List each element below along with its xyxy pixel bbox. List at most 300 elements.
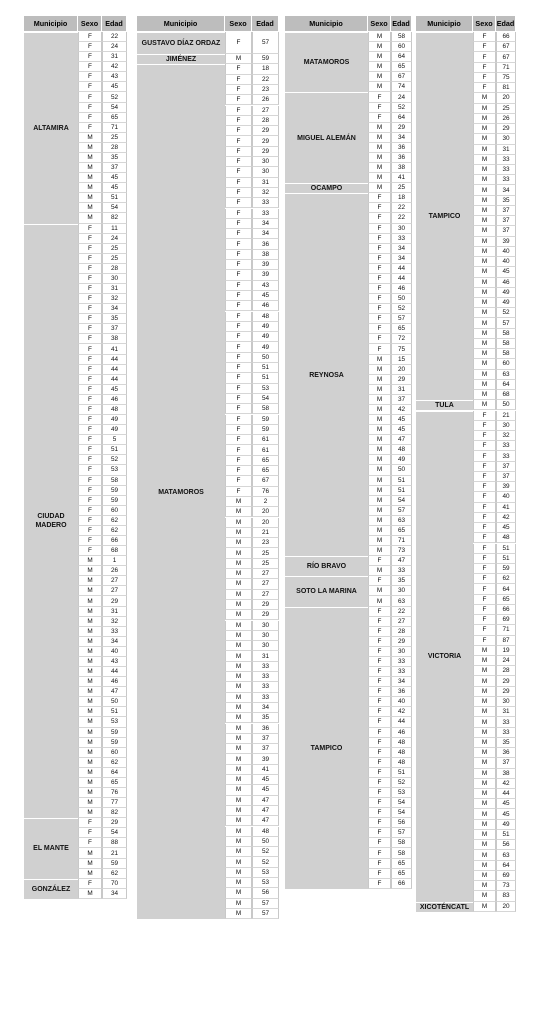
edad-cell: 57 — [391, 314, 412, 324]
sexo-cell: F — [225, 415, 252, 425]
edad-cell: 59 — [102, 859, 127, 869]
edad-cell: 37 — [391, 395, 412, 405]
edad-cell: 48 — [496, 533, 516, 543]
sexo-cell: M — [78, 193, 102, 203]
edad-cell: 39 — [496, 237, 516, 247]
sexo-cell: F — [368, 687, 391, 697]
sexo-cell: F — [78, 455, 102, 465]
edad-cell: 43 — [102, 657, 127, 667]
edad-cell: 67 — [496, 42, 516, 52]
edad-cell: 37 — [496, 216, 516, 226]
edad-cell: 30 — [252, 621, 279, 631]
edad-cell: 44 — [102, 375, 127, 385]
edad-cell: 23 — [252, 538, 279, 548]
edad-cell: 27 — [252, 579, 279, 589]
sexo-cell: M — [473, 359, 496, 369]
sexo-cell: F — [78, 405, 102, 415]
edad-cell: 49 — [252, 322, 279, 332]
edad-cell: 33 — [252, 198, 279, 208]
sexo-cell: F — [78, 506, 102, 516]
sexo-cell: F — [368, 707, 391, 717]
edad-cell: 43 — [252, 281, 279, 291]
sexo-cell: M — [225, 507, 252, 517]
edad-cell: 63 — [391, 596, 412, 606]
sexo-cell: F — [225, 332, 252, 342]
sexo-cell: F — [78, 314, 102, 324]
edad-cell: 69 — [496, 615, 516, 625]
sexo-cell: F — [78, 536, 102, 546]
sexo-cell: F — [473, 564, 496, 574]
edad-cell: 76 — [102, 788, 127, 798]
sexo-cell: F — [78, 385, 102, 395]
sexo-cell: F — [368, 193, 391, 203]
edad-cell: 42 — [391, 707, 412, 717]
sexo-cell: M — [225, 651, 252, 661]
sexo-cell: M — [473, 267, 496, 277]
sexo-cell: F — [368, 576, 391, 586]
edad-cell: 34 — [252, 703, 279, 713]
edad-cell: 49 — [252, 342, 279, 352]
header-municipio: Municipio — [24, 16, 78, 31]
sexo-cell: F — [368, 748, 391, 758]
edad-cell: 60 — [102, 748, 127, 758]
sexo-cell: M — [473, 380, 496, 390]
sexo-cell: F — [225, 476, 252, 486]
sexo-cell: M — [225, 775, 252, 785]
edad-cell: 47 — [252, 816, 279, 826]
edad-cell: 75 — [496, 73, 516, 83]
edad-cell: 45 — [102, 183, 127, 193]
municipio-group: TAMPICO — [285, 607, 368, 889]
edad-cell: 41 — [102, 344, 127, 354]
edad-cell: 25 — [496, 104, 516, 114]
edad-cell: 37 — [252, 734, 279, 744]
sexo-cell: F — [368, 274, 391, 284]
sexo-cell: F — [225, 167, 252, 177]
municipio-group: OCAMPO — [285, 183, 368, 193]
sexo-cell: M — [473, 687, 496, 697]
sexo-cell: M — [225, 847, 252, 857]
header-sexo: Sexo — [473, 16, 496, 31]
sexo-cell: F — [78, 52, 102, 62]
sexo-cell: F — [78, 92, 102, 102]
edad-cell: 47 — [102, 687, 127, 697]
sexo-cell: M — [473, 114, 496, 124]
sexo-cell: F — [368, 113, 391, 123]
edad-cell: 53 — [102, 717, 127, 727]
edad-cell: 24 — [496, 656, 516, 666]
sexo-cell: F — [368, 294, 391, 304]
edad-cell: 34 — [252, 219, 279, 229]
sexo-cell: F — [225, 322, 252, 332]
edad-cell: 65 — [252, 456, 279, 466]
sexo-cell: F — [78, 224, 102, 234]
edad-cell: 45 — [496, 523, 516, 533]
sexo-cell: F — [368, 324, 391, 334]
sexo-cell: F — [368, 556, 391, 566]
edad-cell: 52 — [391, 103, 412, 113]
edad-cell: 53 — [252, 384, 279, 394]
edad-cell: 46 — [391, 728, 412, 738]
edad-cell: 20 — [252, 518, 279, 528]
sexo-cell: M — [78, 607, 102, 617]
sexo-cell: M — [368, 133, 391, 143]
edad-cell: 60 — [102, 506, 127, 516]
sexo-cell: F — [225, 75, 252, 85]
edad-cell: 18 — [391, 193, 412, 203]
sexo-cell: F — [473, 462, 496, 472]
edad-cell: 33 — [391, 667, 412, 677]
edad-cell: 31 — [102, 284, 127, 294]
sexo-cell: M — [473, 400, 496, 410]
sexo-cell: F — [78, 465, 102, 475]
edad-cell: 66 — [496, 605, 516, 615]
edad-cell: 49 — [102, 425, 127, 435]
sexo-cell: F — [368, 798, 391, 808]
sexo-cell: F — [78, 425, 102, 435]
sexo-cell: M — [225, 785, 252, 795]
edad-cell: 50 — [252, 837, 279, 847]
sexo-cell: M — [473, 850, 496, 860]
edad-cell: 19 — [496, 646, 516, 656]
edad-cell: 68 — [102, 546, 127, 556]
sexo-cell: F — [78, 516, 102, 526]
sexo-cell: M — [473, 206, 496, 216]
edad-cell: 59 — [252, 425, 279, 435]
edad-cell: 69 — [496, 871, 516, 881]
sexo-cell: M — [473, 748, 496, 758]
sexo-cell: M — [78, 617, 102, 627]
edad-cell: 62 — [102, 526, 127, 536]
sexo-cell: F — [225, 95, 252, 105]
sexo-cell: F — [473, 615, 496, 625]
edad-cell: 65 — [496, 595, 516, 605]
sexo-cell: F — [78, 818, 102, 828]
edad-cell: 36 — [391, 687, 412, 697]
sexo-cell: M — [368, 516, 391, 526]
edad-cell: 51 — [391, 768, 412, 778]
sexo-cell: M — [473, 769, 496, 779]
edad-cell: 75 — [391, 344, 412, 354]
edad-cell: 36 — [252, 239, 279, 249]
sexo-cell: M — [368, 32, 391, 42]
sexo-cell: F — [368, 304, 391, 314]
edad-cell: 25 — [252, 548, 279, 558]
edad-cell: 51 — [102, 707, 127, 717]
edad-cell: 64 — [391, 52, 412, 62]
sexo-cell: F — [225, 219, 252, 229]
edad-cell: 27 — [252, 569, 279, 579]
edad-cell: 62 — [496, 574, 516, 584]
edad-cell: 53 — [252, 868, 279, 878]
edad-cell: 51 — [496, 544, 516, 554]
edad-cell: 51 — [391, 476, 412, 486]
municipio-group: CIUDAD MADERO — [24, 224, 78, 819]
edad-cell: 51 — [391, 486, 412, 496]
municipio-group: TULA — [416, 400, 473, 410]
sexo-cell: M — [225, 724, 252, 734]
sexo-cell: M — [473, 707, 496, 717]
edad-cell: 36 — [391, 143, 412, 153]
edad-cell: 74 — [391, 82, 412, 92]
edad-cell: 29 — [252, 600, 279, 610]
sexo-cell: F — [225, 291, 252, 301]
edad-cell: 59 — [102, 738, 127, 748]
sexo-cell: M — [78, 758, 102, 768]
edad-cell: 43 — [102, 72, 127, 82]
sexo-cell: M — [78, 859, 102, 869]
sexo-cell: M — [368, 183, 391, 193]
edad-cell: 72 — [391, 334, 412, 344]
edad-cell: 31 — [252, 178, 279, 188]
edad-cell: 47 — [391, 556, 412, 566]
sexo-cell: F — [368, 768, 391, 778]
sexo-cell: M — [78, 576, 102, 586]
edad-cell: 58 — [391, 32, 412, 42]
sexo-cell: M — [78, 183, 102, 193]
edad-cell: 27 — [391, 617, 412, 627]
edad-cell: 65 — [391, 324, 412, 334]
sexo-cell: F — [78, 838, 102, 848]
sexo-cell: M — [473, 278, 496, 288]
sexo-cell: M — [78, 667, 102, 677]
sexo-cell: F — [368, 697, 391, 707]
edad-cell: 28 — [102, 264, 127, 274]
edad-cell: 36 — [252, 724, 279, 734]
sexo-cell: F — [225, 394, 252, 404]
edad-cell: 35 — [102, 153, 127, 163]
sexo-cell: M — [225, 909, 252, 919]
sexo-cell: F — [78, 355, 102, 365]
edad-cell: 59 — [252, 54, 279, 64]
sexo-cell: F — [225, 301, 252, 311]
sexo-cell: F — [368, 344, 391, 354]
header-edad: Edad — [102, 16, 127, 31]
edad-cell: 29 — [496, 676, 516, 686]
sexo-cell: M — [225, 816, 252, 826]
edad-cell: 31 — [496, 145, 516, 155]
sexo-cell: F — [368, 717, 391, 727]
sexo-cell: F — [225, 456, 252, 466]
edad-cell: 33 — [252, 693, 279, 703]
edad-cell: 34 — [102, 304, 127, 314]
edad-cell: 48 — [391, 445, 412, 455]
edad-cell: 48 — [252, 312, 279, 322]
sexo-cell: F — [473, 574, 496, 584]
sexo-cell: M — [473, 257, 496, 267]
sexo-cell: M — [78, 687, 102, 697]
sexo-cell: F — [473, 513, 496, 523]
edad-cell: 20 — [496, 93, 516, 103]
sexo-cell: F — [225, 425, 252, 435]
sexo-cell: M — [473, 820, 496, 830]
edad-cell: 29 — [496, 687, 516, 697]
edad-cell: 22 — [252, 75, 279, 85]
edad-cell: 64 — [496, 861, 516, 871]
sexo-cell: M — [225, 899, 252, 909]
edad-cell: 42 — [496, 779, 516, 789]
edad-cell: 73 — [391, 546, 412, 556]
edad-cell: 34 — [391, 677, 412, 687]
edad-cell: 61 — [252, 445, 279, 455]
edad-cell: 37 — [102, 163, 127, 173]
sexo-cell: M — [473, 349, 496, 359]
edad-cell: 70 — [102, 879, 127, 889]
sexo-cell: F — [78, 123, 102, 133]
edad-cell: 27 — [102, 586, 127, 596]
edad-cell: 64 — [496, 584, 516, 594]
edad-cell: 20 — [252, 507, 279, 517]
edad-cell: 29 — [391, 637, 412, 647]
edad-cell: 51 — [102, 445, 127, 455]
sexo-cell: F — [225, 178, 252, 188]
sexo-cell: M — [473, 840, 496, 850]
edad-cell: 81 — [496, 83, 516, 93]
sexo-cell: M — [225, 548, 252, 558]
sexo-cell: F — [225, 404, 252, 414]
edad-cell: 58 — [391, 838, 412, 848]
sexo-cell: F — [368, 818, 391, 828]
sexo-cell: F — [78, 546, 102, 556]
sexo-cell: F — [368, 778, 391, 788]
sexo-cell: F — [368, 869, 391, 879]
sexo-cell: M — [368, 355, 391, 365]
edad-cell: 66 — [102, 536, 127, 546]
edad-cell: 34 — [102, 889, 127, 899]
sexo-cell: M — [473, 809, 496, 819]
municipio-group: GONZÁLEZ — [24, 879, 78, 899]
sexo-cell: F — [78, 42, 102, 52]
edad-cell: 40 — [496, 257, 516, 267]
edad-cell: 50 — [391, 294, 412, 304]
sexo-cell: F — [368, 213, 391, 223]
edad-cell: 64 — [102, 768, 127, 778]
edad-cell: 38 — [496, 769, 516, 779]
edad-cell: 53 — [102, 465, 127, 475]
sexo-cell: M — [473, 329, 496, 339]
edad-cell: 33 — [496, 175, 516, 185]
edad-cell: 65 — [102, 113, 127, 123]
sexo-cell: M — [368, 465, 391, 475]
edad-cell: 65 — [391, 869, 412, 879]
sexo-cell: M — [473, 226, 496, 236]
edad-cell: 47 — [252, 796, 279, 806]
edad-cell: 46 — [496, 278, 516, 288]
edad-cell: 30 — [391, 224, 412, 234]
edad-cell: 40 — [102, 647, 127, 657]
sexo-cell: M — [225, 600, 252, 610]
edad-cell: 2 — [252, 497, 279, 507]
edad-cell: 30 — [252, 631, 279, 641]
edad-cell: 31 — [252, 651, 279, 661]
sexo-cell: M — [78, 213, 102, 223]
edad-cell: 36 — [391, 153, 412, 163]
edad-cell: 53 — [391, 788, 412, 798]
edad-cell: 45 — [252, 775, 279, 785]
edad-cell: 30 — [496, 421, 516, 431]
edad-cell: 56 — [496, 840, 516, 850]
edad-cell: 77 — [102, 798, 127, 808]
sexo-cell: F — [78, 244, 102, 254]
sexo-cell: F — [473, 636, 496, 646]
edad-cell: 30 — [252, 641, 279, 651]
header-sexo: Sexo — [225, 16, 252, 31]
sexo-cell: M — [368, 42, 391, 52]
edad-cell: 82 — [102, 213, 127, 223]
edad-cell: 54 — [102, 103, 127, 113]
sexo-cell: F — [78, 486, 102, 496]
edad-cell: 83 — [496, 891, 516, 901]
sexo-cell: M — [368, 375, 391, 385]
sexo-cell: F — [78, 304, 102, 314]
sexo-cell: M — [78, 808, 102, 818]
edad-cell: 11 — [102, 224, 127, 234]
sexo-cell: F — [78, 113, 102, 123]
sexo-cell: M — [368, 586, 391, 596]
edad-cell: 30 — [496, 697, 516, 707]
sexo-cell: F — [473, 63, 496, 73]
edad-cell: 30 — [391, 647, 412, 657]
edad-cell: 61 — [252, 435, 279, 445]
sexo-cell: M — [78, 647, 102, 657]
edad-cell: 54 — [102, 828, 127, 838]
sexo-cell: F — [368, 334, 391, 344]
edad-cell: 45 — [252, 785, 279, 795]
sexo-cell: F — [473, 523, 496, 533]
sexo-cell: M — [368, 486, 391, 496]
sexo-cell: F — [78, 365, 102, 375]
sexo-cell: M — [473, 891, 496, 901]
sexo-cell: M — [473, 779, 496, 789]
sexo-cell: M — [473, 318, 496, 328]
edad-cell: 45 — [391, 415, 412, 425]
edad-cell: 44 — [391, 264, 412, 274]
sexo-cell: M — [473, 247, 496, 257]
sexo-cell: F — [368, 728, 391, 738]
edad-cell: 49 — [496, 298, 516, 308]
edad-cell: 22 — [391, 213, 412, 223]
edad-cell: 71 — [496, 625, 516, 635]
sexo-cell: F — [225, 198, 252, 208]
sexo-cell: F — [78, 496, 102, 506]
sexo-cell: M — [78, 203, 102, 213]
sexo-cell: M — [473, 196, 496, 206]
edad-cell: 29 — [252, 136, 279, 146]
municipio-group: REYNOSA — [285, 193, 368, 556]
edad-cell: 48 — [391, 758, 412, 768]
sexo-cell: M — [473, 697, 496, 707]
edad-cell: 64 — [496, 380, 516, 390]
sexo-cell: F — [473, 431, 496, 441]
edad-cell: 39 — [496, 482, 516, 492]
sexo-cell: M — [368, 506, 391, 516]
sexo-cell: F — [78, 274, 102, 284]
edad-cell: 71 — [391, 536, 412, 546]
sexo-cell: M — [473, 656, 496, 666]
municipio-group: MATAMOROS — [137, 64, 225, 919]
edad-cell: 32 — [496, 431, 516, 441]
edad-cell: 31 — [102, 607, 127, 617]
edad-cell: 26 — [102, 566, 127, 576]
edad-cell: 24 — [102, 234, 127, 244]
sexo-cell: M — [225, 682, 252, 692]
sexo-cell: M — [78, 788, 102, 798]
sexo-cell: M — [473, 646, 496, 656]
sexo-cell: F — [78, 284, 102, 294]
sexo-cell: F — [225, 466, 252, 476]
edad-cell: 52 — [391, 778, 412, 788]
municipio-group: MIGUEL ALEMÁN — [285, 92, 368, 183]
